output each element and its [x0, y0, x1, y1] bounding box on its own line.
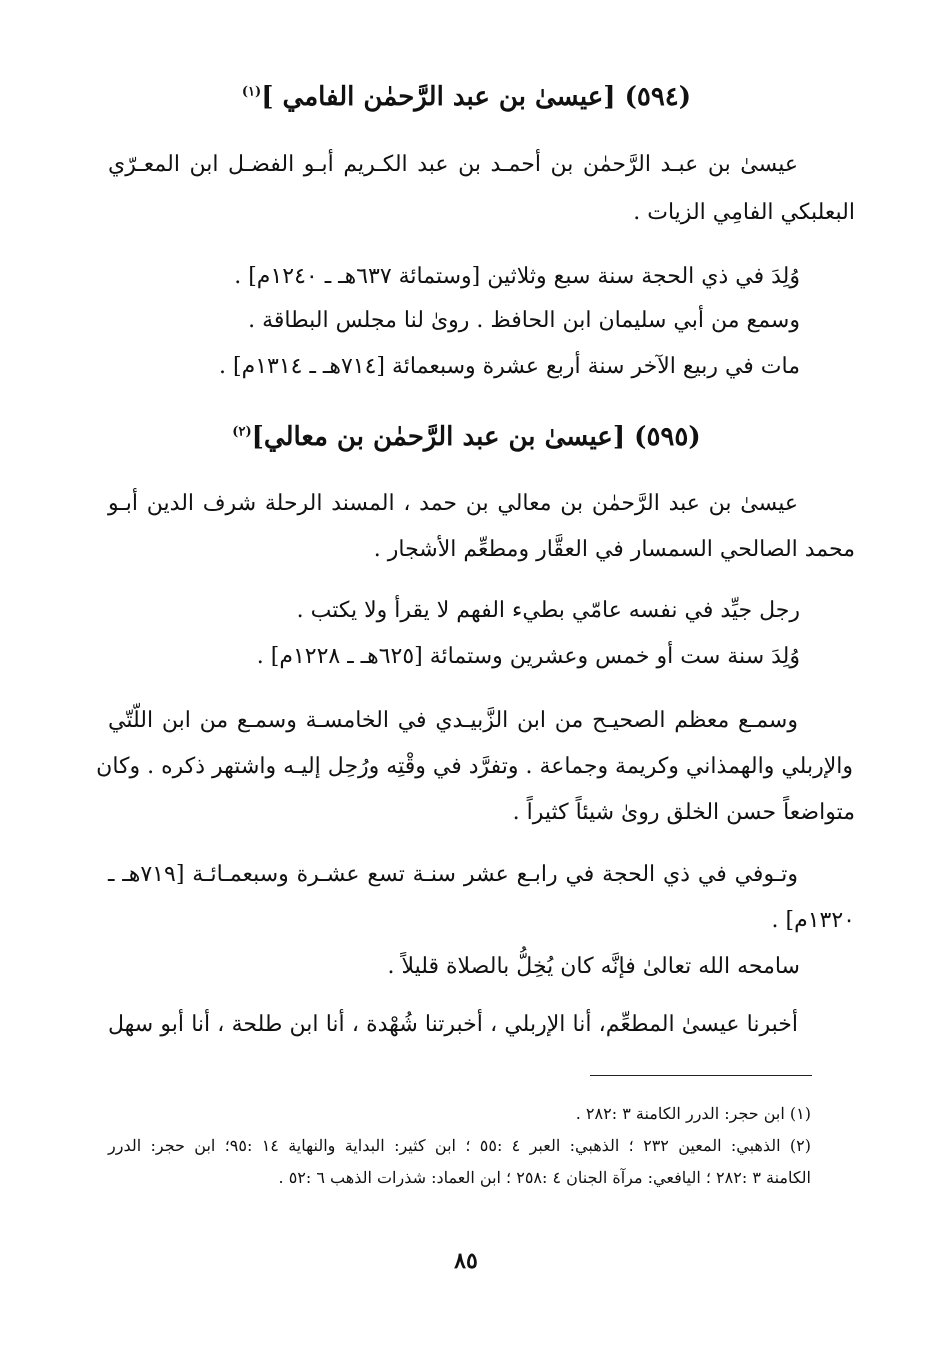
footnote-2-line-2: الكامنة ٣ :٢٨٢ ؛ اليافعي: مرآة الجنان ٤ :٢٥٨ ؛ ابن العماد: شذرات الذهب ٦ :٥٢ . [278, 1168, 811, 1187]
footnote-1: (١) ابن حجر: الدرر الكامنة ٣ :٢٨٢ . [575, 1104, 811, 1123]
entry-594-died: مات في ربيع الآخر سنة أربع عشرة وسبعمائة [٧١٤هـ ـ ١٣١٤م] . [219, 354, 800, 379]
entry-595-desc: رجل جيِّد في نفسه عامّي بطيء الفهم لا يقرأ ولا يكتب . [296, 598, 800, 623]
entry-595-remark: سامحه الله تعالىٰ فإنَّه كان يُخِلُّ بالصلاة قليلاً . [387, 954, 800, 979]
entry-594-heard: وسمع من أبي سليمان ابن الحافظ . روىٰ لنا مجلس البطاقة . [248, 308, 800, 333]
footnote-2-line-1: (٢) الذهبي: المعين ٢٣٢ ؛ الذهبي: العبر ٤ :٥٥ ؛ ابن كثير: البداية والنهاية ١٤ :٩٥؛ ابن حجر: الدرر [108, 1136, 811, 1155]
entry-595-para2-line-3: متواضعاً حسن الخلق روىٰ شيئاً كثيراً . [512, 800, 855, 825]
footnote-separator [590, 1075, 812, 1076]
footnote-ref-2: (٢) [232, 424, 252, 440]
entry-595-para2-line-2: والإربلي والهمذاني وكريمة وجماعة . وتفرَّد في وقْتِه ورُحِل إليـه واشتهر ذكره . وكان [96, 754, 853, 779]
entry-595-isnad: أخبرنا عيسىٰ المطعِّم، أنا الإربلي ، أخبرتنا شُهْدة ، أنا ابن طلحة ، أنا أبو سهل [108, 1012, 798, 1037]
entry-595-born: وُلِدَ سنة ست أو خمس وعشرين وستمائة [٦٢٥هـ ـ ١٢٢٨م] . [256, 644, 800, 669]
page-number: ٨٥ [454, 1248, 478, 1274]
entry-594-title: (٥٩٤) [عيسىٰ بن عبد الرَّحمٰن الفامي ]$^{(١)}$ [241, 82, 692, 112]
footnote-ref-1: (١) [241, 84, 262, 100]
entry-595-died-line-2: ١٣٢٠م] . [771, 908, 855, 933]
entry-595-para-line-1: عيسىٰ بن عبد الرَّحمٰن بن معالي بن حمد ، المسند الرحلة شرف الدين أبـو [108, 491, 798, 516]
entry-595-title: (٥٩٥) [عيسىٰ بن عبد الرَّحمٰن بن معالي]$^{(٢)}$ [232, 422, 701, 452]
entry-594-born: وُلِدَ في ذي الحجة سنة سبع وثلاثين [وستمائة ٦٣٧هـ ـ ١٢٤٠م] . [234, 264, 800, 289]
entry-595-died-line-1: وتـوفي في ذي الحجة في رابـع عشر سنـة تسع عشـرة وسبعمـائـة [٧١٩هـ ـ [108, 862, 798, 887]
entry-594-para-line-2: البعلبكي الفامِي الزيات . [633, 200, 855, 225]
entry-594-para-line-1: عيسىٰ بن عبـد الرَّحمٰن بن أحمـد بن عبد الكـريم أبـو الفضـل ابن المعـرّي [108, 152, 798, 177]
entry-595-para-line-2: محمد الصالحي السمسار في العقَّار ومطعِّم الأشجار . [373, 537, 855, 562]
entry-595-para2-line-1: وسمـع معظم الصحيـح من ابن الزَّبيـدي في الخامسـة وسمـع من ابن اللّتّي [108, 708, 798, 733]
